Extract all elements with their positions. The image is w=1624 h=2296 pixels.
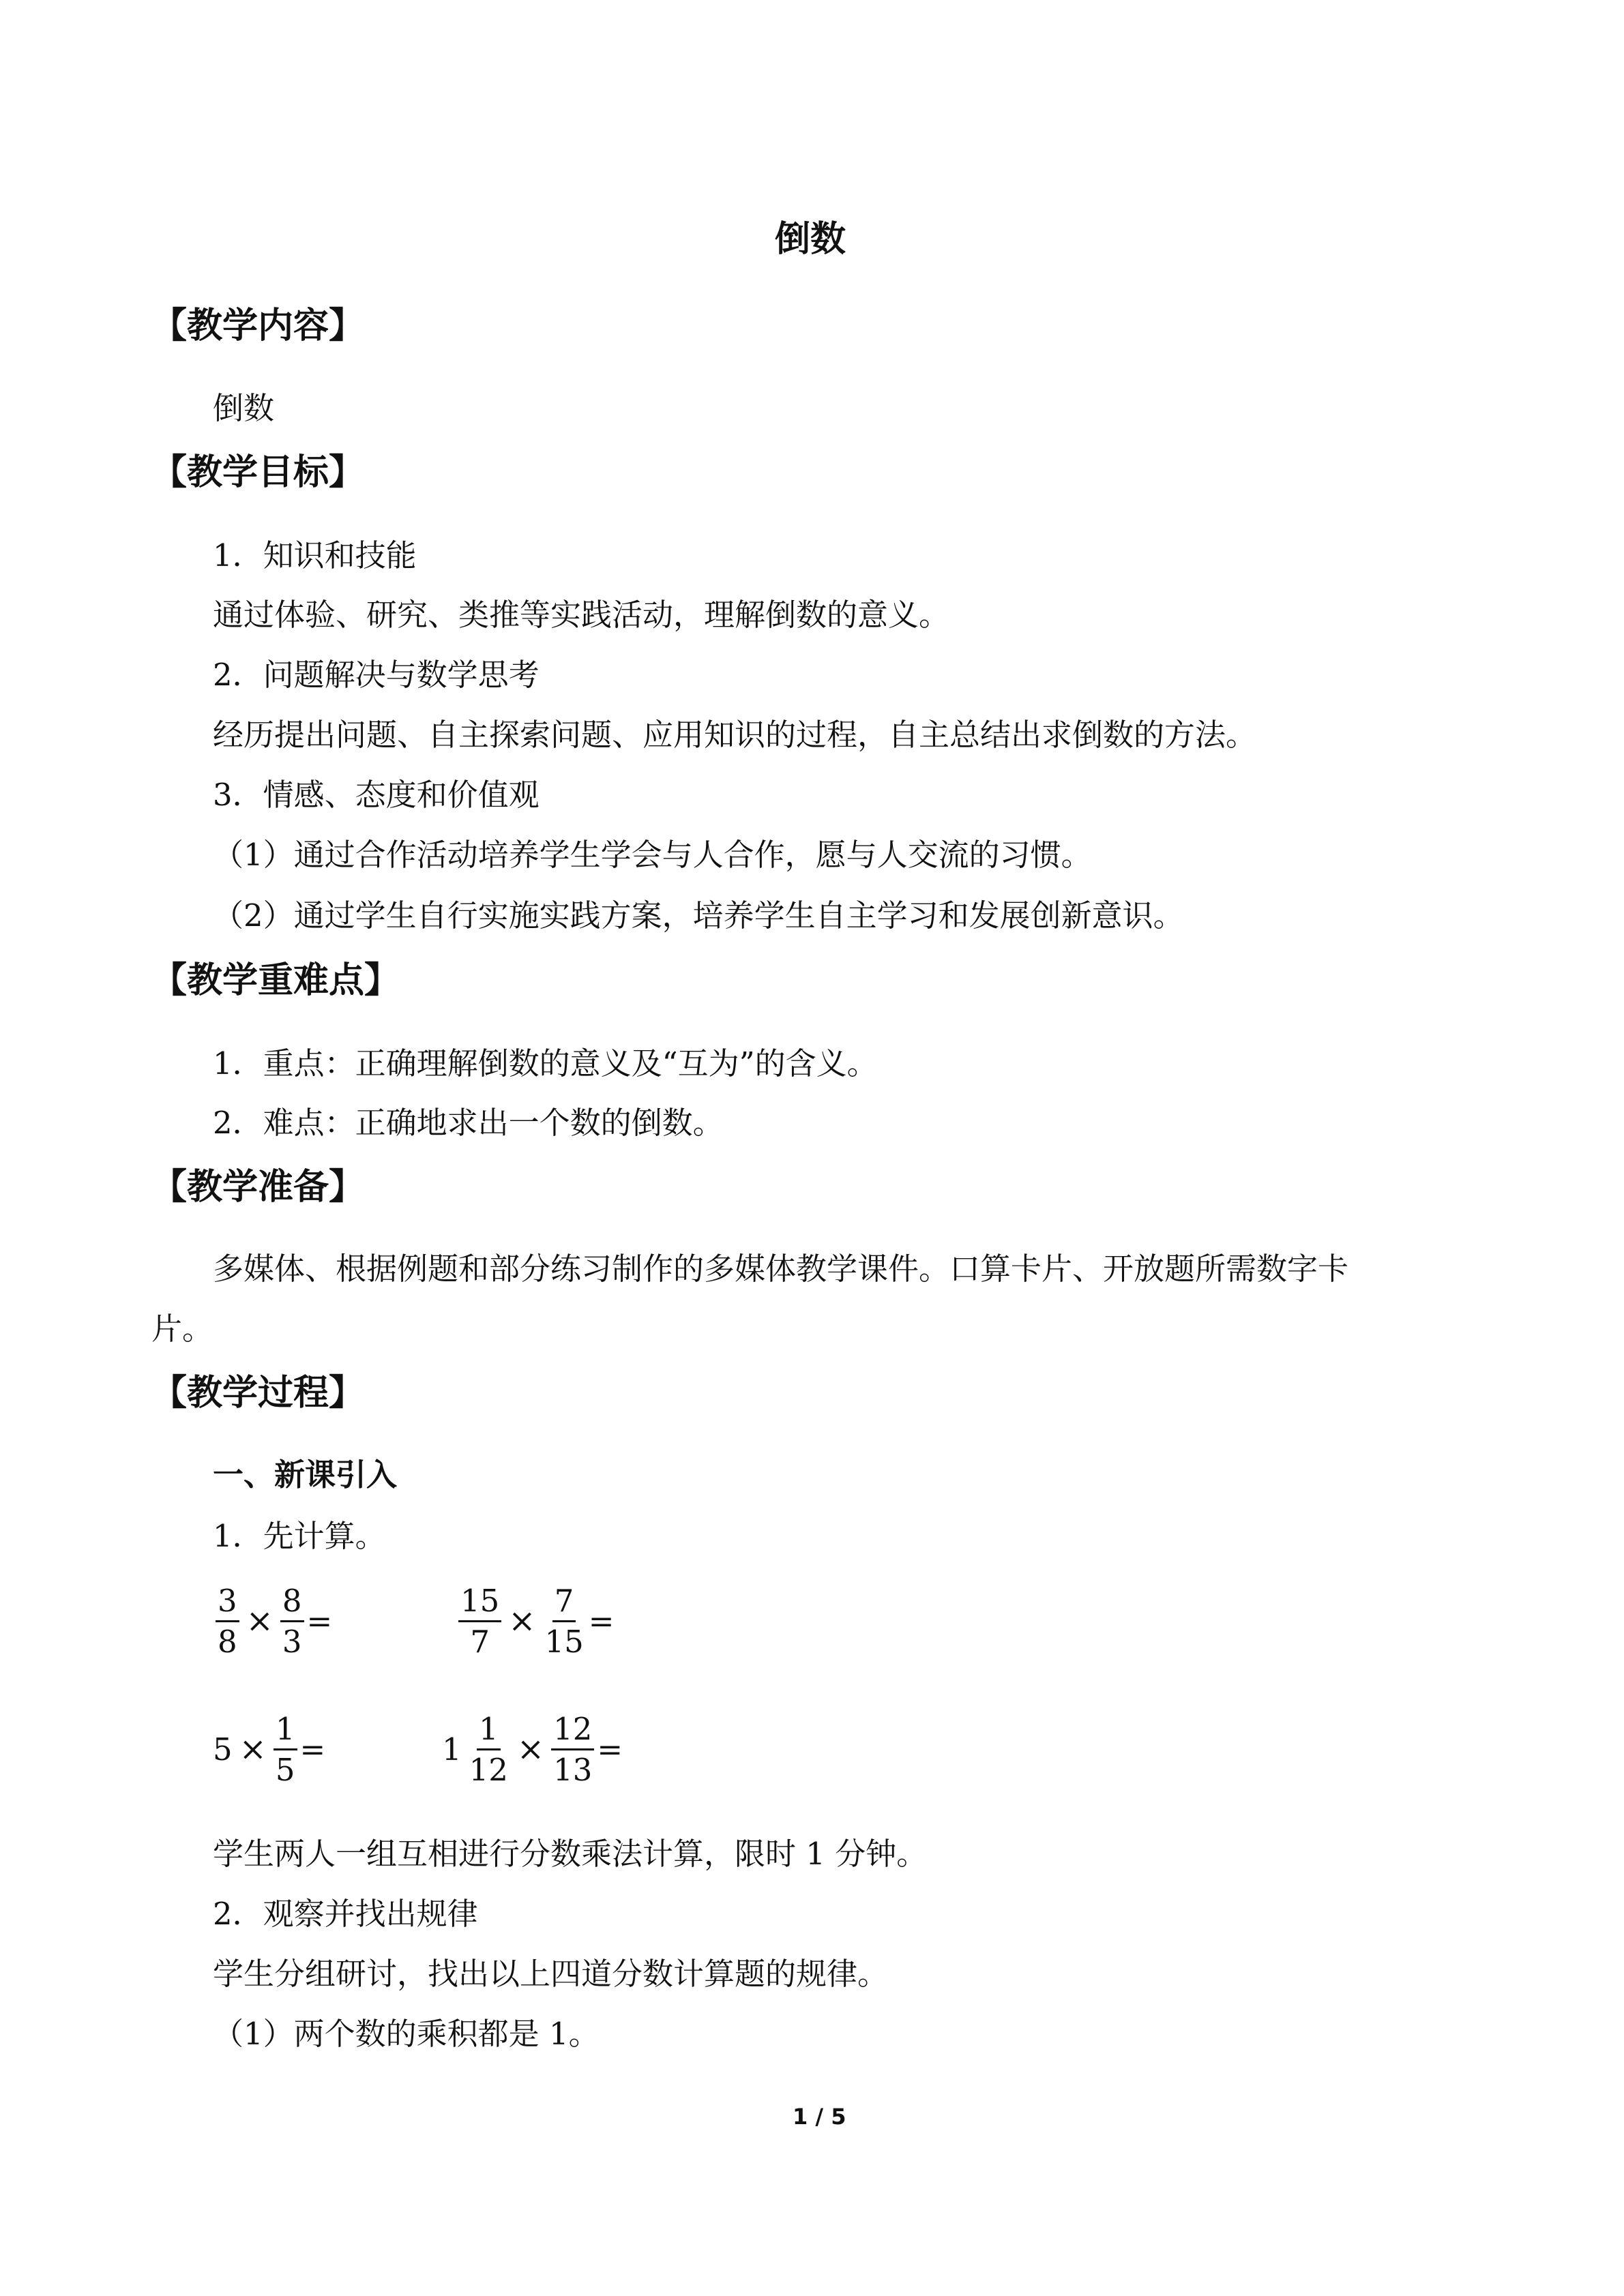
subheading-intro: 一、新课引入 — [213, 1457, 398, 1493]
keypoint-item: 1．重点：正确理解倒数的意义及“互为”的含义。 — [213, 1045, 878, 1082]
fraction — [551, 1710, 594, 1788]
goal-item: 通过体验、研究、类推等实践活动，理解倒数的意义。 — [213, 597, 950, 633]
numerator: 8 — [280, 1585, 304, 1622]
times-sign: × — [246, 1602, 274, 1640]
equals-sign: = — [597, 1731, 623, 1768]
denominator: 3 — [282, 1623, 302, 1660]
prep-text-line2: 片。 — [151, 1311, 213, 1347]
times-sign: × — [508, 1602, 536, 1640]
step-1: 1．先计算。 — [213, 1518, 386, 1554]
goal-item: （2）通过学生自行实施实践方案，培养学生自主学习和发展创新意识。 — [213, 897, 1184, 934]
heading-keypoints: 【教学重难点】 — [151, 960, 400, 1001]
expression-2 — [456, 1583, 614, 1658]
fraction — [458, 1582, 501, 1660]
denominator: 15 — [544, 1623, 584, 1660]
heading-goals: 【教学目标】 — [151, 452, 365, 493]
goal-item: 1．知识和技能 — [213, 537, 417, 573]
step-2: 2．观察并找出规律 — [213, 1896, 478, 1932]
numerator: 15 — [458, 1585, 501, 1622]
times-sign: × — [516, 1730, 545, 1768]
denominator: 12 — [469, 1751, 508, 1788]
keypoint-item: 2．难点：正确地求出一个数的倒数。 — [213, 1105, 724, 1141]
numerator: 7 — [552, 1585, 576, 1622]
equals-sign: = — [588, 1602, 615, 1639]
fraction — [467, 1710, 510, 1788]
expression-1 — [213, 1583, 332, 1658]
fraction — [542, 1582, 585, 1660]
fraction — [280, 1582, 304, 1660]
prep-text-line1: 多媒体、根据例题和部分练习制作的多媒体教学课件。口算卡片、开放题所需数字卡 — [213, 1251, 1349, 1287]
goal-item: 2．问题解决与数学思考 — [213, 657, 540, 693]
fraction — [216, 1582, 239, 1660]
goal-item: 3．情感、态度和价值观 — [213, 777, 540, 813]
after-calc-text: 学生两人一组互相进行分数乘法计算，限时 1 分钟。 — [213, 1836, 928, 1872]
heading-content: 【教学内容】 — [151, 305, 365, 346]
whole-number: 1 — [442, 1731, 462, 1768]
expression-3 — [213, 1712, 325, 1787]
page-title: 倒数 — [775, 219, 846, 260]
whole-number: 5 — [213, 1731, 233, 1768]
denominator: 5 — [275, 1751, 295, 1788]
fraction — [274, 1710, 297, 1788]
page-number: 1 / 5 — [793, 2104, 846, 2130]
content-text: 倒数 — [213, 390, 275, 426]
step-2-text: 学生分组研讨，找出以上四道分数计算题的规律。 — [213, 1956, 889, 1992]
denominator: 8 — [218, 1623, 237, 1660]
times-sign: × — [239, 1730, 267, 1768]
heading-process: 【教学过程】 — [151, 1373, 365, 1414]
expression-4 — [442, 1712, 623, 1787]
goal-item: （1）通过合作活动培养学生学会与人合作，愿与人交流的习惯。 — [213, 837, 1092, 873]
rule-1: （1）两个数的乘积都是 1。 — [213, 2016, 600, 2052]
numerator: 1 — [274, 1714, 297, 1750]
numerator: 3 — [216, 1585, 239, 1622]
equals-sign: = — [306, 1602, 333, 1639]
equals-sign: = — [299, 1731, 326, 1768]
goal-item: 经历提出问题、自主探索问题、应用知识的过程，自主总结出求倒数的方法。 — [213, 717, 1257, 753]
denominator: 7 — [470, 1623, 490, 1660]
numerator: 12 — [551, 1714, 594, 1750]
denominator: 13 — [553, 1751, 593, 1788]
heading-prep: 【教学准备】 — [151, 1167, 365, 1208]
numerator: 1 — [477, 1714, 501, 1750]
